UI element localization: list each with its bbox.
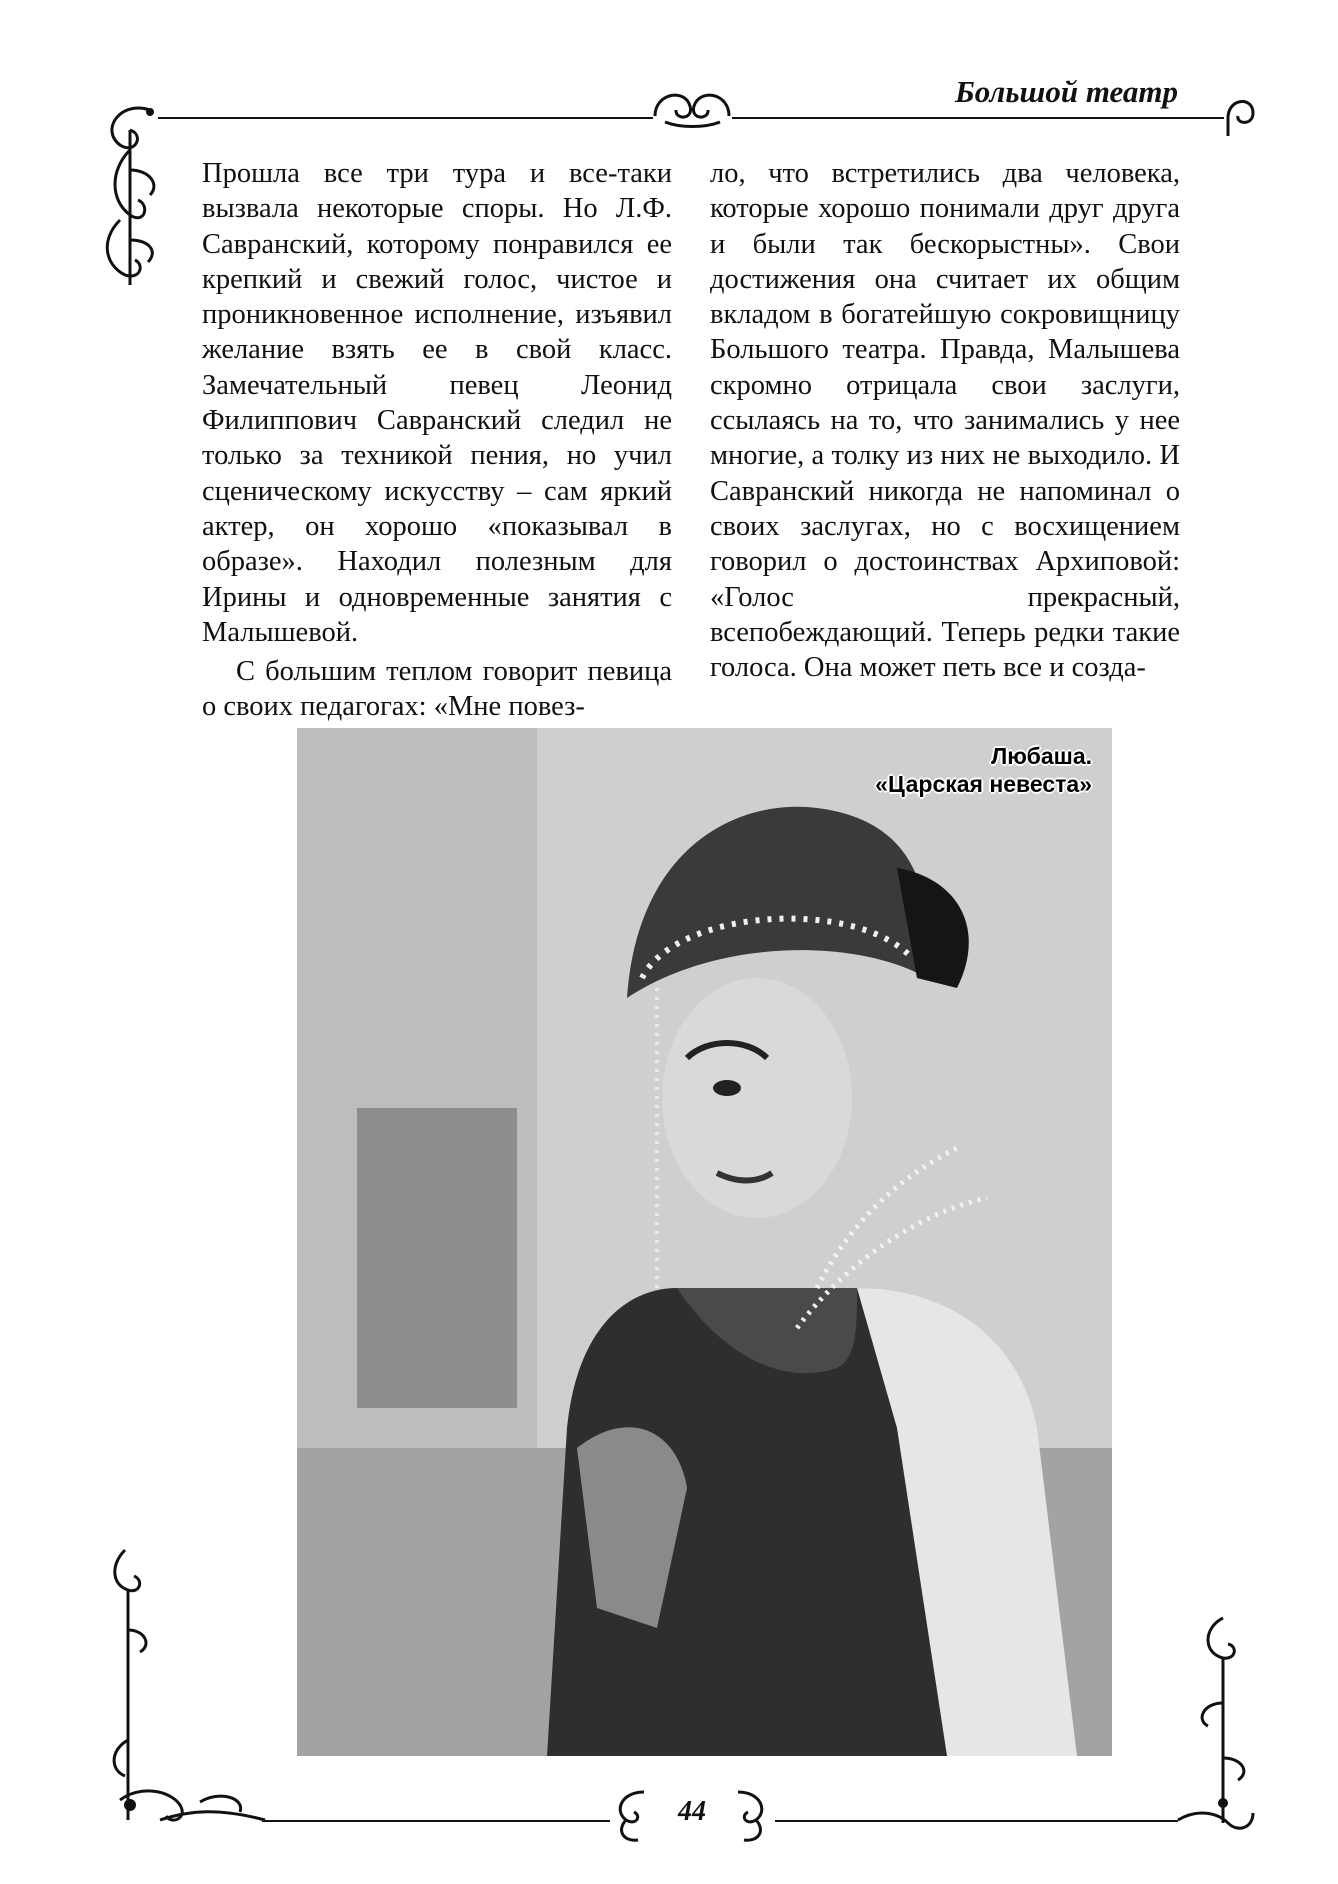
bottom-center-left-ornament-icon — [606, 1786, 654, 1846]
paragraph: Прошла все три тура и все-таки вызвала некоторые споры. Но Л.Ф. Савранский, которому понравился ее крепкий и свежий голос, чистое и проникновенное исполнение, изъявил желание взять ее в свой класс. Замечательный певец Леонид Филиппович Савранский следил не только за техникой пения, но учил сценическому искусству – сам яркий актер, он хорошо «показывал в образе». Находил полезным для Ирины и одновременные занятия с Малышевой. — [202, 158, 672, 648]
running-head-title: Большой театр — [955, 74, 1178, 109]
paragraph: С большим теплом говорит певица о своих педагогах: «Мне повез- — [202, 656, 672, 723]
caption-line-1: Любаша. — [991, 743, 1092, 769]
caption-line-2: «Царская невеста» — [875, 771, 1092, 797]
corner-top-left-ornament-icon — [90, 90, 170, 290]
page-number: 44 — [678, 1796, 706, 1827]
top-center-ornament-icon — [650, 78, 734, 128]
bottom-rule-left — [262, 1820, 610, 1822]
corner-bottom-left-ornament-icon — [100, 1540, 270, 1840]
corner-bottom-right-ornament-icon — [1168, 1608, 1258, 1838]
text-column-right — [710, 156, 1180, 685]
text-column-left — [202, 156, 672, 725]
bottom-rule-right — [775, 1820, 1178, 1822]
paragraph: ло, что встретились два человека, которые хорошо понимали друг друга и были так бескорыстны». Свои достижения она считает их общим вкладом в богатейшую сокровищницу Большого театра. Правда, Малышева скромно отрицала свои заслуги, ссылаясь на то, что занимались у нее многие, а толку из них не выходило. И Савранский никогда не напоминал о своих заслугах, но с восхищением говорил о достоинствах Архиповой: «Голос прекрасный, всепобеждающий. Теперь редки такие голоса. Она может петь все и созда- — [710, 158, 1180, 684]
bottom-center-right-ornament-icon — [728, 1786, 776, 1846]
photograph-lyubasha — [297, 728, 1112, 1756]
top-rule-right — [732, 117, 1224, 119]
top-right-ornament-icon — [1218, 88, 1258, 138]
top-rule-left — [158, 117, 653, 119]
photo-caption — [875, 742, 1092, 798]
